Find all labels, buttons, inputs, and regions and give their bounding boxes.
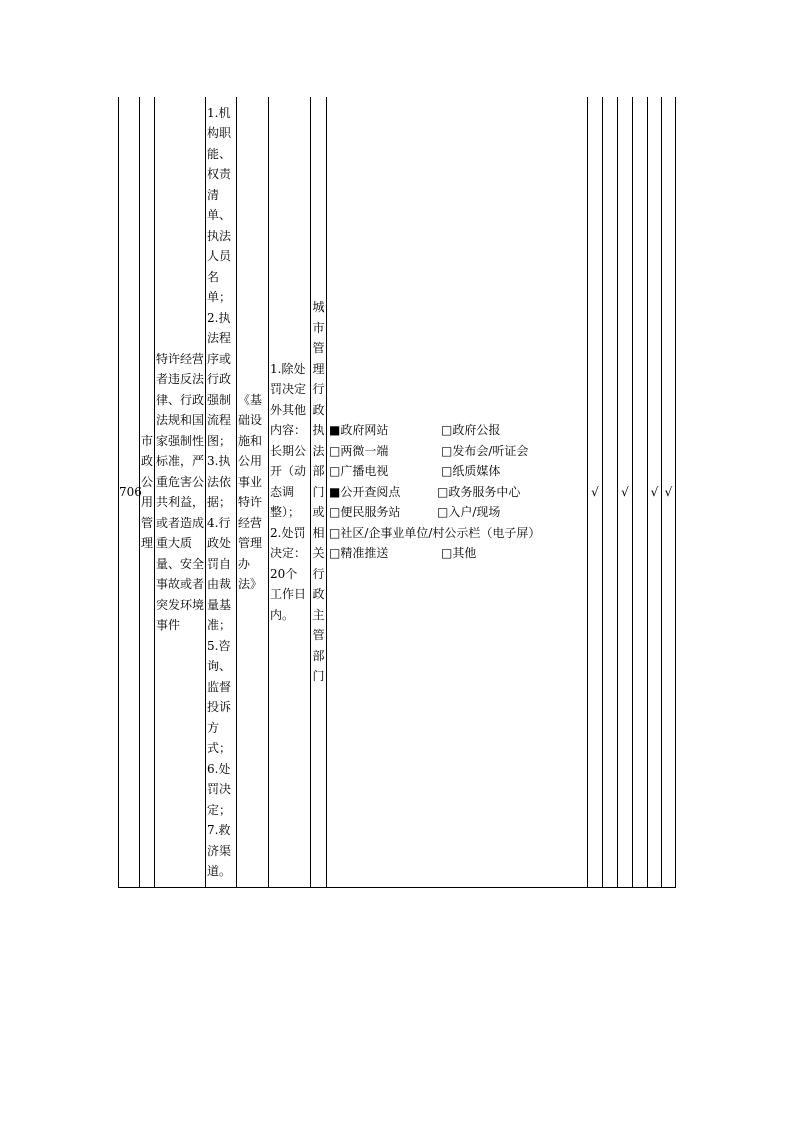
basis-cell: 《基础设施和公用事业特许经营管理办法》 bbox=[237, 97, 269, 888]
channels-cell bbox=[327, 97, 588, 888]
checkbox-icon: ■ bbox=[329, 423, 341, 438]
channel-label: 两微一端 bbox=[340, 443, 389, 458]
category-text: 市政公用管理 bbox=[141, 433, 154, 550]
checkbox-icon: □ bbox=[441, 423, 453, 438]
subject-cell bbox=[311, 97, 327, 888]
channel-row bbox=[329, 502, 587, 523]
channel-row bbox=[329, 461, 587, 482]
channel-label: 政府公报 bbox=[452, 423, 501, 438]
channel-label: 便民服务站 bbox=[340, 505, 401, 520]
subject-text: 城市管理行政执法部门或相关行政主管部门 bbox=[312, 300, 325, 684]
row-number: 706 bbox=[119, 97, 140, 888]
channel-row bbox=[329, 543, 587, 564]
checkbox-icon: □ bbox=[329, 443, 341, 458]
channel-label: 其他 bbox=[452, 546, 477, 561]
channel-label: 发布会/听证会 bbox=[452, 443, 529, 458]
channel-row bbox=[329, 482, 587, 503]
table-row bbox=[119, 97, 676, 888]
checkmark-cell: √ bbox=[618, 97, 633, 888]
checkbox-icon: □ bbox=[441, 443, 453, 458]
channel-label: 精准推送 bbox=[340, 546, 389, 561]
checkmark-cell bbox=[603, 97, 618, 888]
channel-label: 广播电视 bbox=[340, 464, 389, 479]
checkbox-icon: □ bbox=[441, 546, 453, 561]
checkmark-cell bbox=[633, 97, 648, 888]
channel-label: 公开查阅点 bbox=[340, 484, 401, 499]
channel-label: 纸质媒体 bbox=[452, 464, 501, 479]
channel-label: 入户/现场 bbox=[448, 505, 501, 520]
checkbox-icon: □ bbox=[329, 546, 341, 561]
checkbox-icon: □ bbox=[329, 464, 341, 479]
checkbox-icon: □ bbox=[329, 505, 341, 520]
channel-row bbox=[329, 420, 587, 441]
matter-cell: 特许经营者违反法律、行政法规和国家强制性标准，严重危害公共利益，或者造成重大质量、安全事故或者突发环境事件 bbox=[155, 97, 206, 888]
channel-label: 社区/企事业单位/村公示栏（电子屏） bbox=[340, 525, 541, 540]
checkbox-icon: □ bbox=[437, 505, 449, 520]
checkmark-cell: √ bbox=[588, 97, 603, 888]
checkbox-icon: □ bbox=[441, 464, 453, 479]
category-cell bbox=[140, 97, 155, 888]
checkbox-icon: □ bbox=[437, 484, 449, 499]
checkmark-cell: √ bbox=[648, 97, 662, 888]
channel-row bbox=[329, 441, 587, 462]
channel-label: 政务服务中心 bbox=[448, 484, 521, 499]
channel-label: 政府网站 bbox=[340, 423, 389, 438]
checkbox-icon: ■ bbox=[329, 484, 341, 499]
checkbox-icon: □ bbox=[329, 525, 341, 540]
time-limit-cell: 1.除处罚决定外其他内容：长期公开（动态调整）；2.处罚决定：20个工作日内。 bbox=[269, 97, 311, 888]
content-cell: 1.机构职能、权责清单、执法人员名单；2.执法程序或行政强制流程图；3.执法依据；4.行政处罚自由裁量基准；5.咨询、监督投诉方式；6.处罚决定；7.救济渠道。 bbox=[206, 97, 237, 888]
checkmark-cell: √ bbox=[662, 97, 676, 888]
channel-row bbox=[329, 523, 587, 544]
disclosure-table bbox=[118, 97, 676, 888]
